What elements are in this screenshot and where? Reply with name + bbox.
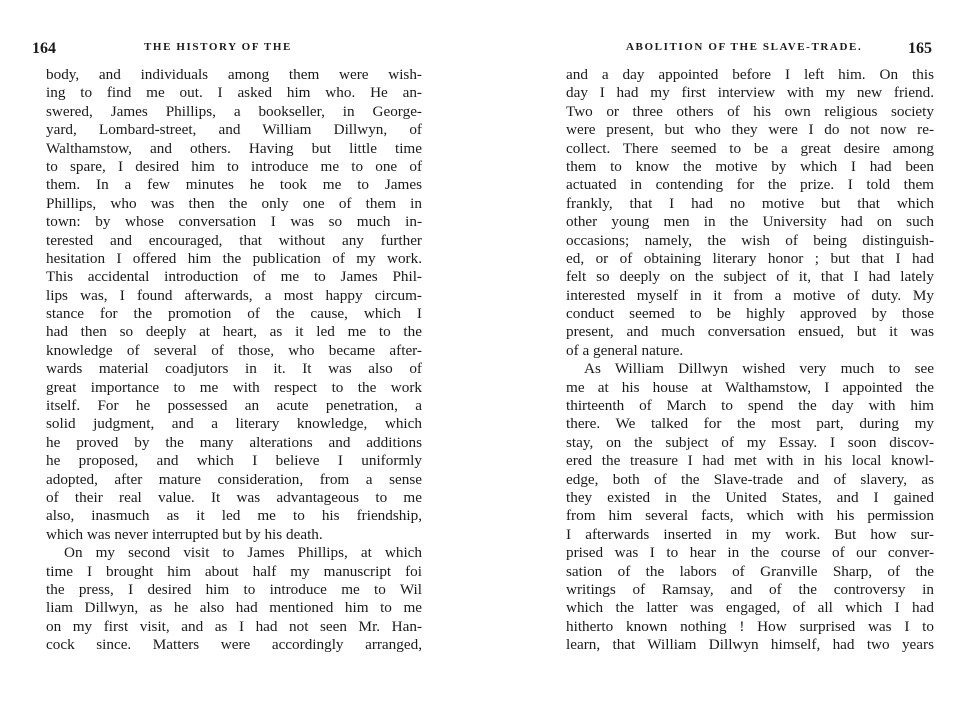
text-line: sation of the labors of Granville Sharp, of the — [566, 562, 934, 580]
page-body-text — [46, 66, 422, 655]
text-line: day I had my first interview with my new friend. — [566, 84, 934, 102]
text-line: On my second visit to James Phillips, at which — [64, 544, 422, 562]
text-line: of a general nature. — [566, 341, 684, 359]
text-line: which the latter was engaged, of all which I had — [566, 599, 934, 617]
text-line: Two or three others of his own religious society — [566, 102, 934, 120]
text-line: town: by whose conversation I was so much in- — [46, 213, 422, 231]
text-line: ing to find me out. I asked him who. He an- — [46, 84, 422, 102]
text-line: prised was I to hear in the course of our conver- — [566, 544, 934, 562]
running-head: THE HISTORY OF THE — [144, 41, 292, 53]
page-body-text — [566, 66, 934, 655]
text-line: felt so deeply on the subject of it, that I had lately — [566, 268, 934, 286]
text-line: ed, or of obtaining literary honor ; but that I had — [566, 249, 934, 267]
text-line: ered the treasure I had met with in his local knowl- — [566, 452, 934, 470]
text-line: collect. There seemed to be a great desire among — [566, 139, 934, 157]
text-line: on my first visit, and as I had not seen Mr. Han- — [46, 617, 422, 635]
text-line: solid judgment, and a literary knowledge, which — [46, 415, 422, 433]
text-line: great importance to me with respect to the work — [46, 378, 422, 396]
text-line: from him several facts, which with his permission — [566, 507, 934, 525]
text-line: writings of Ramsay, and of the controversy in — [566, 580, 934, 598]
text-line: were present, but who they were I do not now re- — [566, 121, 934, 139]
text-line: body, and individuals among them were wish- — [46, 66, 422, 83]
text-line: learn, that William Dillwyn himself, had two years — [566, 636, 934, 654]
text-line: knowledge of several of those, who became after- — [46, 341, 422, 359]
text-line: the press, I desired him to introduce me to Wil — [46, 580, 422, 598]
text-line: adopted, after mature consideration, from a sense — [46, 470, 422, 488]
text-line: As William Dillwyn wished very much to see — [584, 360, 934, 378]
text-line: and a day appointed before I left him. On this — [566, 66, 934, 83]
text-line: I afterwards inserted in my work. But how sur- — [566, 525, 934, 543]
text-line: thirteenth of March to spend the day with him — [566, 397, 934, 415]
text-line: terested and encouraged, that without any further — [46, 231, 422, 249]
text-line: actuated in contending for the prize. I told them — [566, 176, 934, 194]
text-line: lips was, I found afterwards, a most happy circum- — [46, 286, 422, 304]
text-line: they existed in the United States, and I gained — [566, 488, 934, 506]
text-line: time I brought him about half my manuscript foi — [46, 562, 422, 580]
text-line: itself. For he possessed an acute penetration, a — [46, 397, 422, 415]
text-line: cock since. Matters were accordingly arranged, — [46, 636, 422, 654]
text-line: swered, James Phillips, a bookseller, in George- — [46, 102, 422, 120]
text-line: interested myself in it from a motive of duty. My — [566, 286, 934, 304]
text-line: he proved by the many alterations and additions — [46, 433, 422, 451]
text-line: This accidental introduction of me to James Phil- — [46, 268, 422, 286]
text-line: stance for the promotion of the cause, which I — [46, 305, 422, 323]
text-line: present, and much conversation ensued, but it was — [566, 323, 934, 341]
page-number: 164 — [32, 40, 56, 57]
text-line: Phillips, who was then the only one of them in — [46, 194, 422, 212]
running-head: ABOLITION OF THE SLAVE-TRADE. — [626, 41, 863, 53]
text-line: to spare, I desired him to introduce me to one of — [46, 157, 422, 175]
text-line: hesitation I offered him the publication of my work. — [46, 249, 422, 267]
text-line: which was never interrupted but by his death. — [46, 525, 323, 543]
page-number: 165 — [908, 40, 932, 57]
text-line: yard, Lombard-street, and William Dillwyn, of — [46, 121, 422, 139]
text-line: liam Dillwyn, as he also had mentioned him to me — [46, 599, 422, 617]
text-line: other young men in the University had on such — [566, 213, 934, 231]
text-line: of their real value. It was advantageous to me — [46, 488, 422, 506]
text-line: conduct seemed to be highly approved by those — [566, 305, 934, 323]
text-line: there. We talked for the most part, during my — [566, 415, 934, 433]
text-line: he proposed, and which I believe I uniformly — [46, 452, 422, 470]
text-line: edge, both of the Slave-trade and of slavery, as — [566, 470, 934, 488]
text-line: occasions; namely, the wish of being distinguish- — [566, 231, 934, 249]
right-page — [490, 0, 980, 714]
text-line: had then so deeply at heart, as it led me to the — [46, 323, 422, 341]
text-line: also, inasmuch as it led me to his friendship, — [46, 507, 422, 525]
text-line: them. In a few minutes he took me to James — [46, 176, 422, 194]
text-line: wards material coadjutors in it. It was also of — [46, 360, 422, 378]
text-line: me at his house at Walthamstow, I appointed the — [566, 378, 934, 396]
text-line: stay, on the subject of my Essay. I soon discov- — [566, 433, 934, 451]
text-line: Walthamstow, and others. Having but little time — [46, 139, 422, 157]
text-line: hitherto known nothing ! How surprised was I to — [566, 617, 934, 635]
text-line: them to know the motive by which I had been — [566, 157, 934, 175]
text-line: frankly, that I had no motive but that which — [566, 194, 934, 212]
